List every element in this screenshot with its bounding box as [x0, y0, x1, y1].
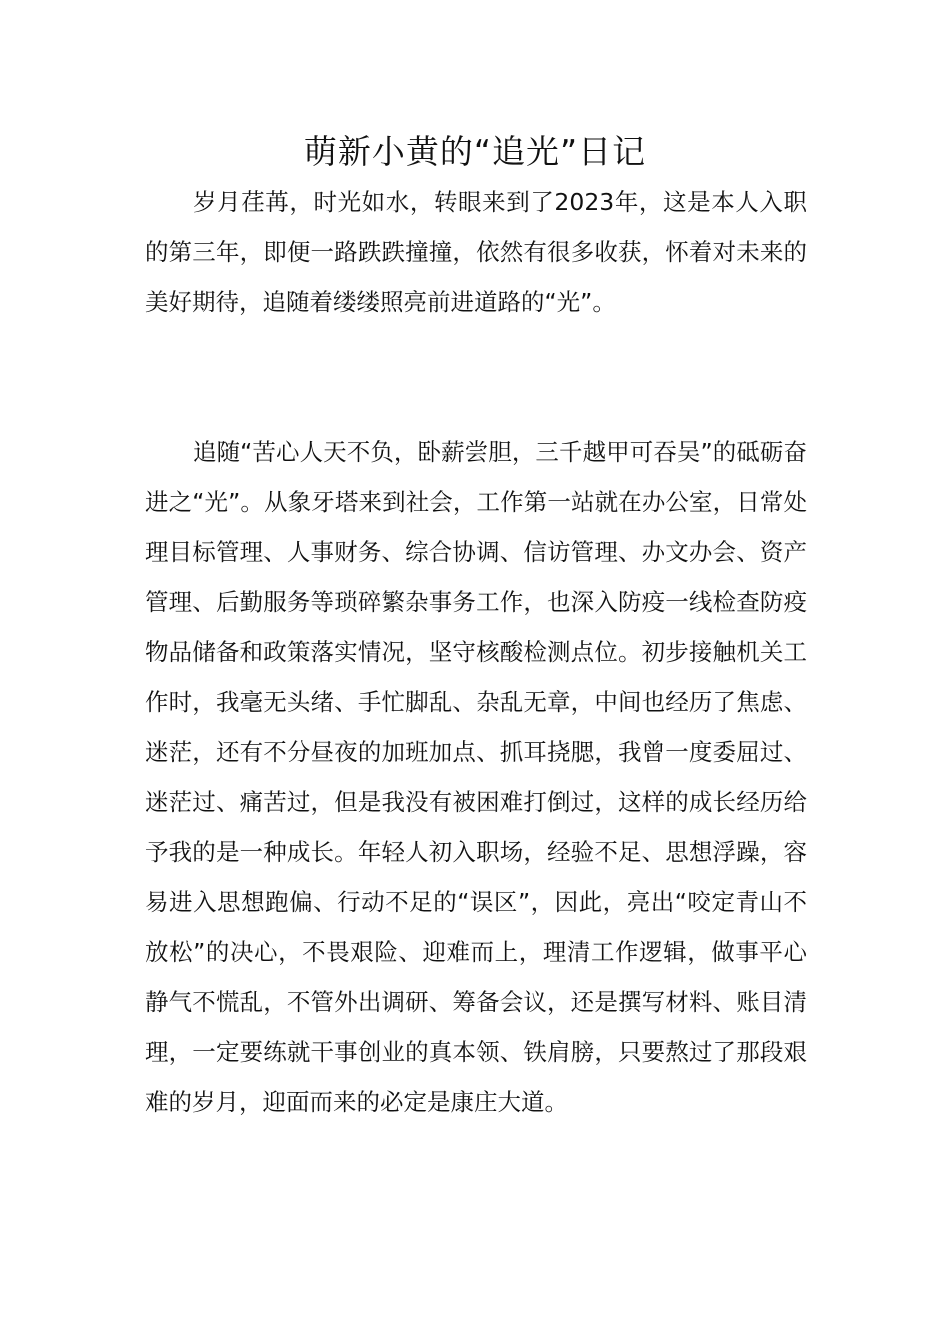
- document-title: 萌新小黄的“追光”日记: [303, 132, 647, 171]
- paragraph-intro: 岁月荏苒，时光如水，转眼来到了2023年，这是本人入职的第三年，即便一路跌跌撞撞，依然有很多收获，怀着对未来的美好期待，追随着缕缕照亮前进道路的“光”。: [145, 188, 807, 316]
- paragraph-body: 追随“苦心人天不负，卧薪尝胆，三千越甲可吞吴”的砥砺奋进之“光”。从象牙塔来到社会，工作第一站就在办公室，日常处理目标管理、人事财务、综合协调、信访管理、办文办会、资产管理、后勤服务等琐碎繁杂事务工作，也深入防疫一线检查防疫物品储备和政策落实情况，坚守核酸检测点位。初步接触机关工作时，我毫无头绪、手忙脚乱、杂乱无章，中间也经历了焦虑、迷茫，还有不分昼夜的加班加点、抓耳挠腮，我曾一度委屈过、迷茫过、痛苦过，但是我没有被困难打倒过，这样的成长经历给予我的是一种成长。年轻人初入职场，经验不足、思想浮躁，容易进入思想跑偏、行动不足的“误区”，因此，亮出“咬定青山不放松”的决心，不畏艰险、迎难而上，理清工作逻辑，做事平心静气不慌乱，不管外出调研、筹备会议，还是撰写材料、账目清理，一定要练就干事创业的真本领、铁肩膀，只要熬过了那段艰难的岁月，迎面而来的必定是康庄大道。: [145, 438, 807, 1116]
